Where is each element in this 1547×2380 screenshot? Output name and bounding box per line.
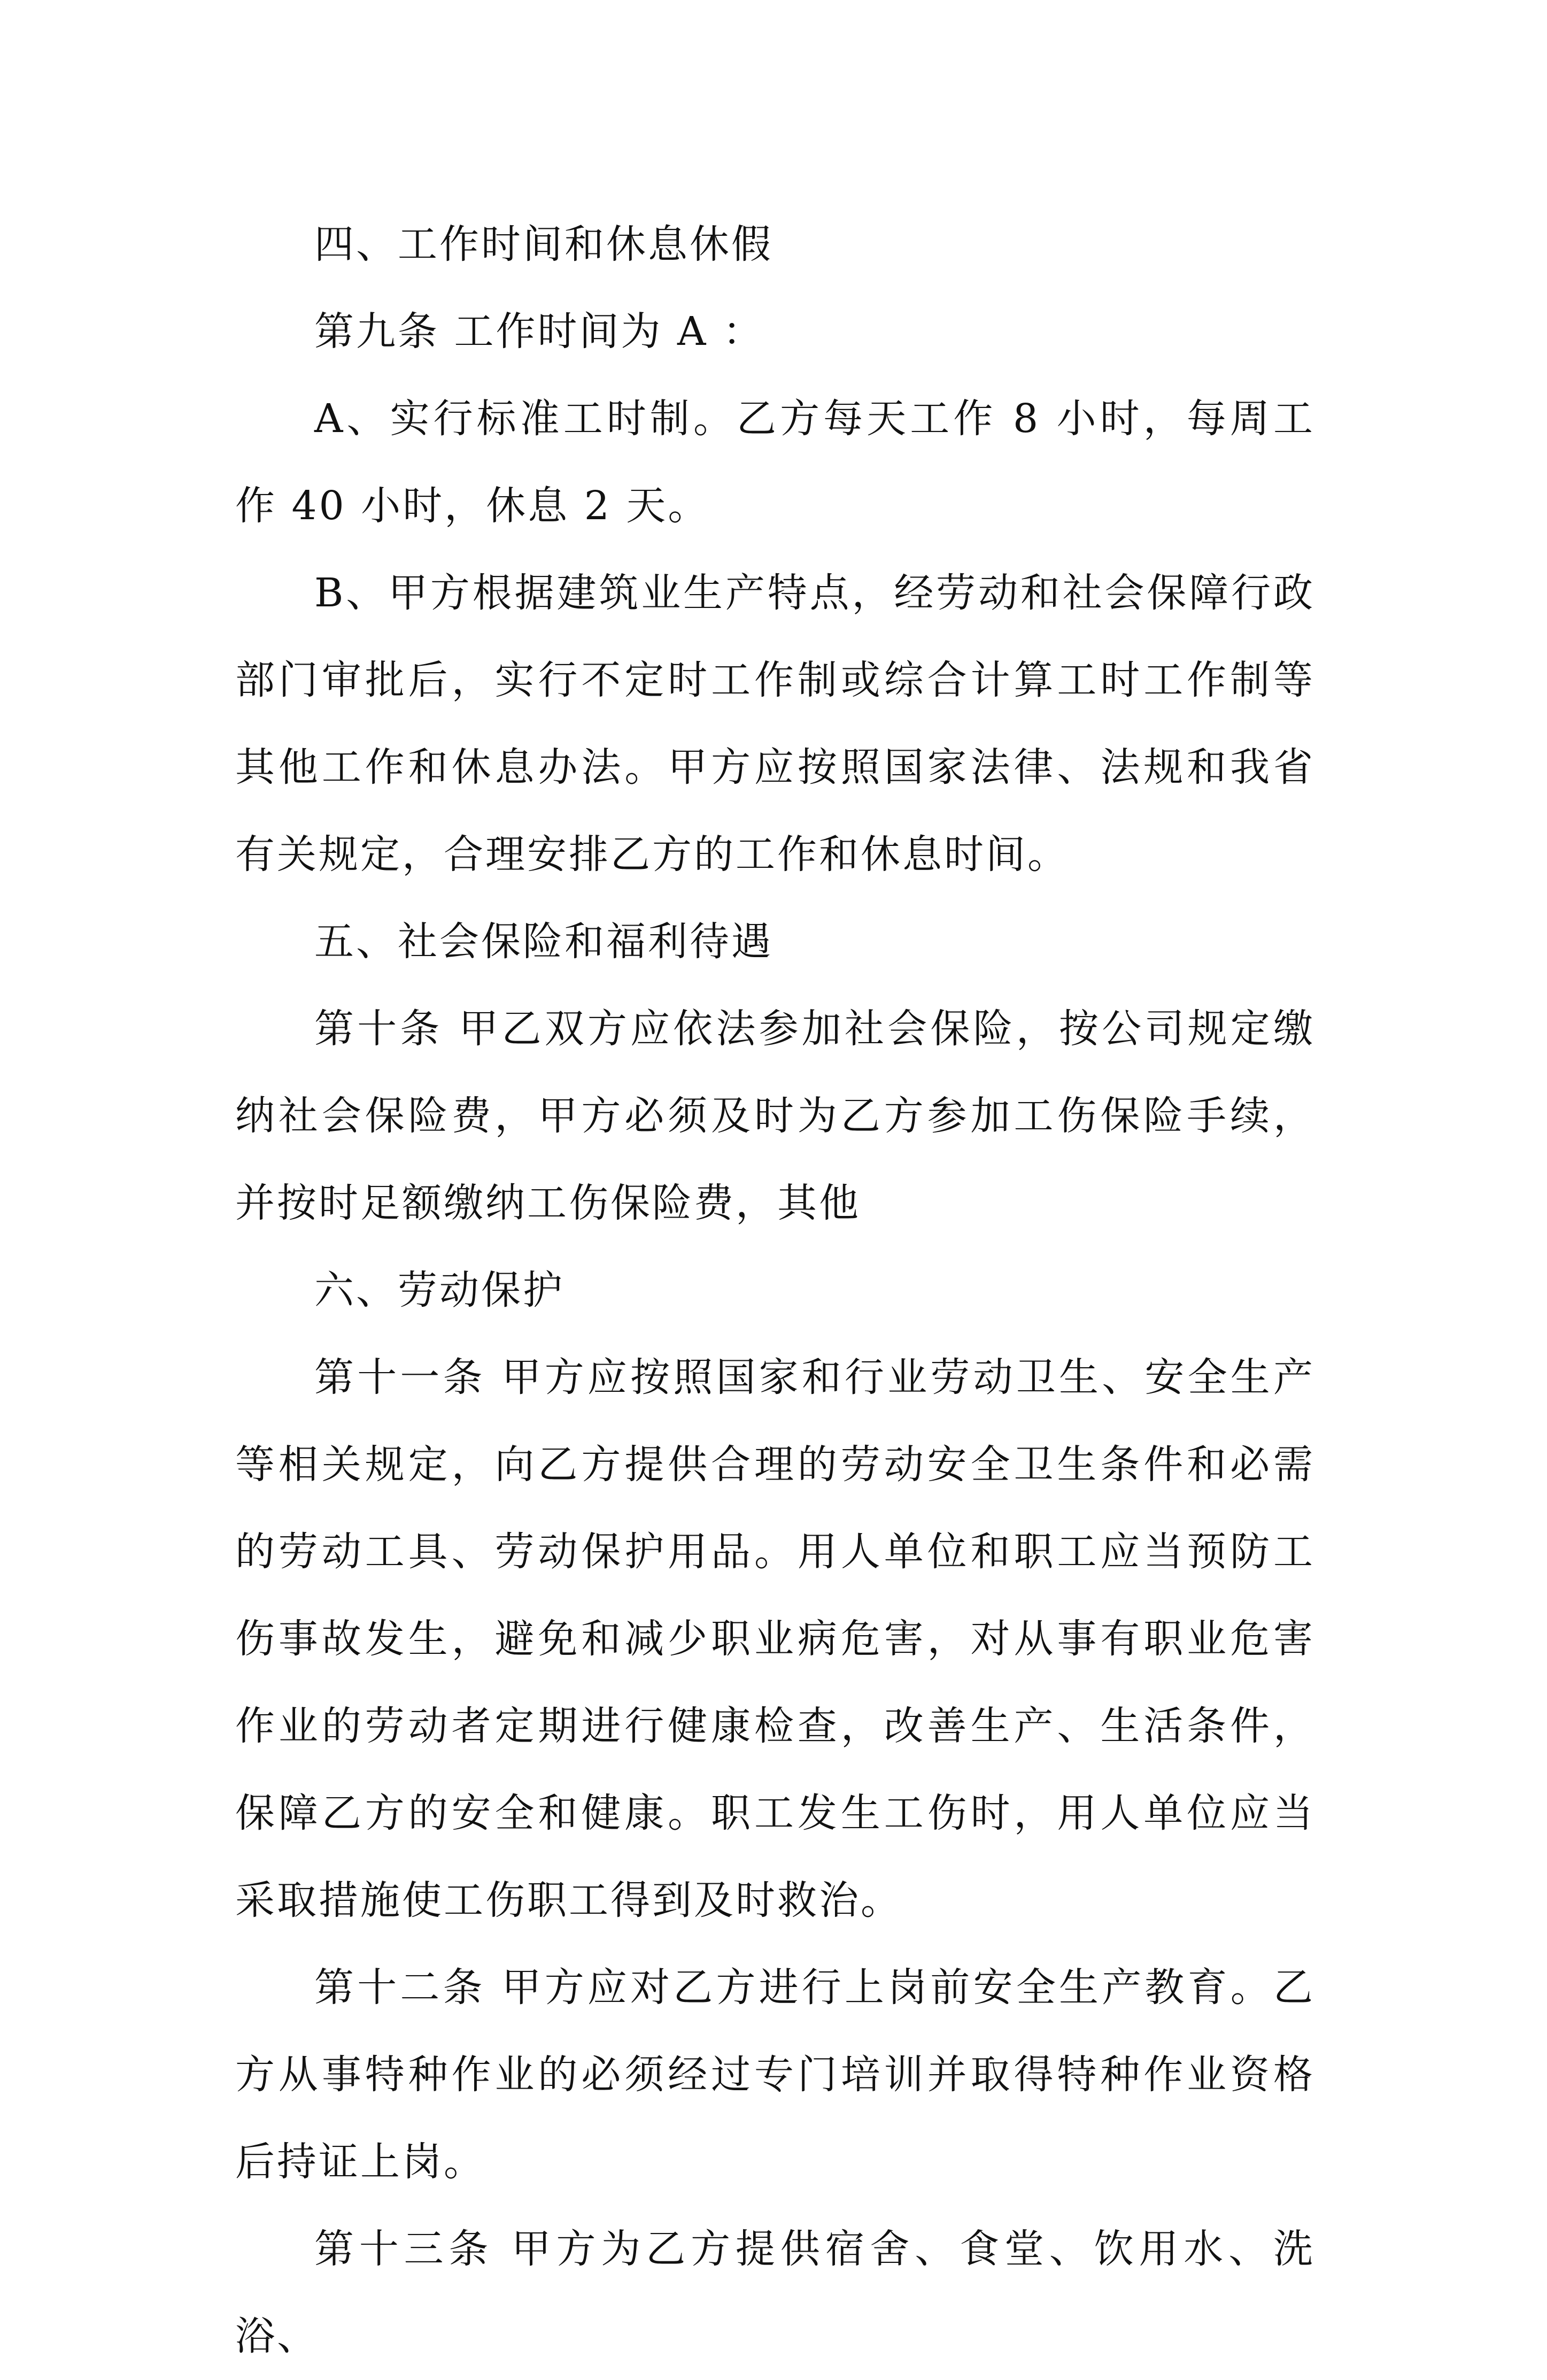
article-11: 第十一条 甲方应按照国家和行业劳动卫生、安全生产等相关规定，向乙方提供合理的劳动安全卫生条件和必需的劳动工具、劳动保护用品。用人单位和职工应当预防工伤事故发生，避免和减少职业病危害，对从事有职业危害作业的劳动者定期进行健康检查，改善生产、生活条件，保障乙方的安全和健康。职工发生工伤时，用人单位应当采取措施使工伤职工得到及时救治。 bbox=[235, 1354, 1315, 1923]
section-heading-work-hours: 四、工作时间和休息休假 bbox=[314, 221, 773, 267]
article-10: 第十条 甲乙双方应依法参加社会保险，按公司规定缴纳社会保险费，甲方必须及时为乙方参加工伤保险手续，并按时足额缴纳工伤保险费，其他 bbox=[235, 1006, 1315, 1226]
article-9-option-b: B、甲方根据建筑业生产特点，经劳动和社会保障行政部门审批后，实行不定时工作制或综合计算工时工作制等其他工作和休息办法。甲方应按照国家法律、法规和我省有关规定，合理安排乙方的工作和休息时间。 bbox=[235, 570, 1315, 877]
section-heading-social-insurance: 五、社会保险和福利待遇 bbox=[314, 919, 773, 965]
article-12: 第十二条 甲方应对乙方进行上岗前安全生产教育。乙方从事特种作业的必须经过专门培训并取得特种作业资格后持证上岗。 bbox=[235, 1965, 1315, 2185]
article-9-option-a: A、实行标准工时制。乙方每天工作 8 小时，每周工作 40 小时，休息 2 天。 bbox=[235, 396, 1315, 529]
section-heading-labor-protection: 六、劳动保护 bbox=[314, 1267, 564, 1313]
document-body bbox=[235, 201, 1315, 2380]
article-13: 第十三条 甲方为乙方提供宿舍、食堂、饮用水、洗浴、 bbox=[235, 2226, 1315, 2359]
article-9: 第九条 工作时间为 A ： bbox=[314, 309, 765, 355]
